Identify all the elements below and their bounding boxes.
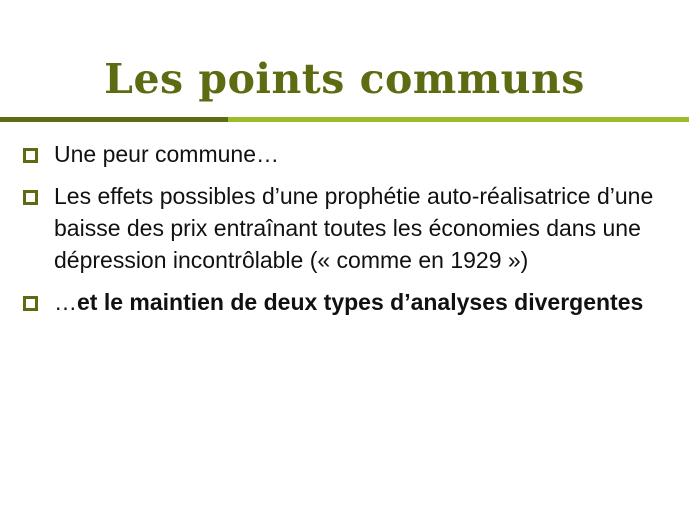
bullet-list [0,138,689,328]
hollow-square-icon [23,190,38,205]
bullet-item [0,286,689,318]
hollow-square-icon [23,148,38,163]
bullet-item [0,180,689,276]
bullet-text: Les effets possibles d’une prophétie auto-réalisatrice d’une baisse des prix entraînant toutes les économies dans une dépression incontrôlable (« comme en 1929 ») [54,183,654,273]
bullet-ellipsis: … [54,289,77,315]
title-underline-light [228,117,689,122]
title-underline-dark [0,117,228,122]
bullet-item [0,138,689,170]
bullet-text: et le maintien de deux types d’analyses divergentes [77,289,644,315]
bullet-text: Une peur commune… [54,141,279,167]
slide-title: Les points communs [104,55,585,103]
hollow-square-icon [23,296,38,311]
